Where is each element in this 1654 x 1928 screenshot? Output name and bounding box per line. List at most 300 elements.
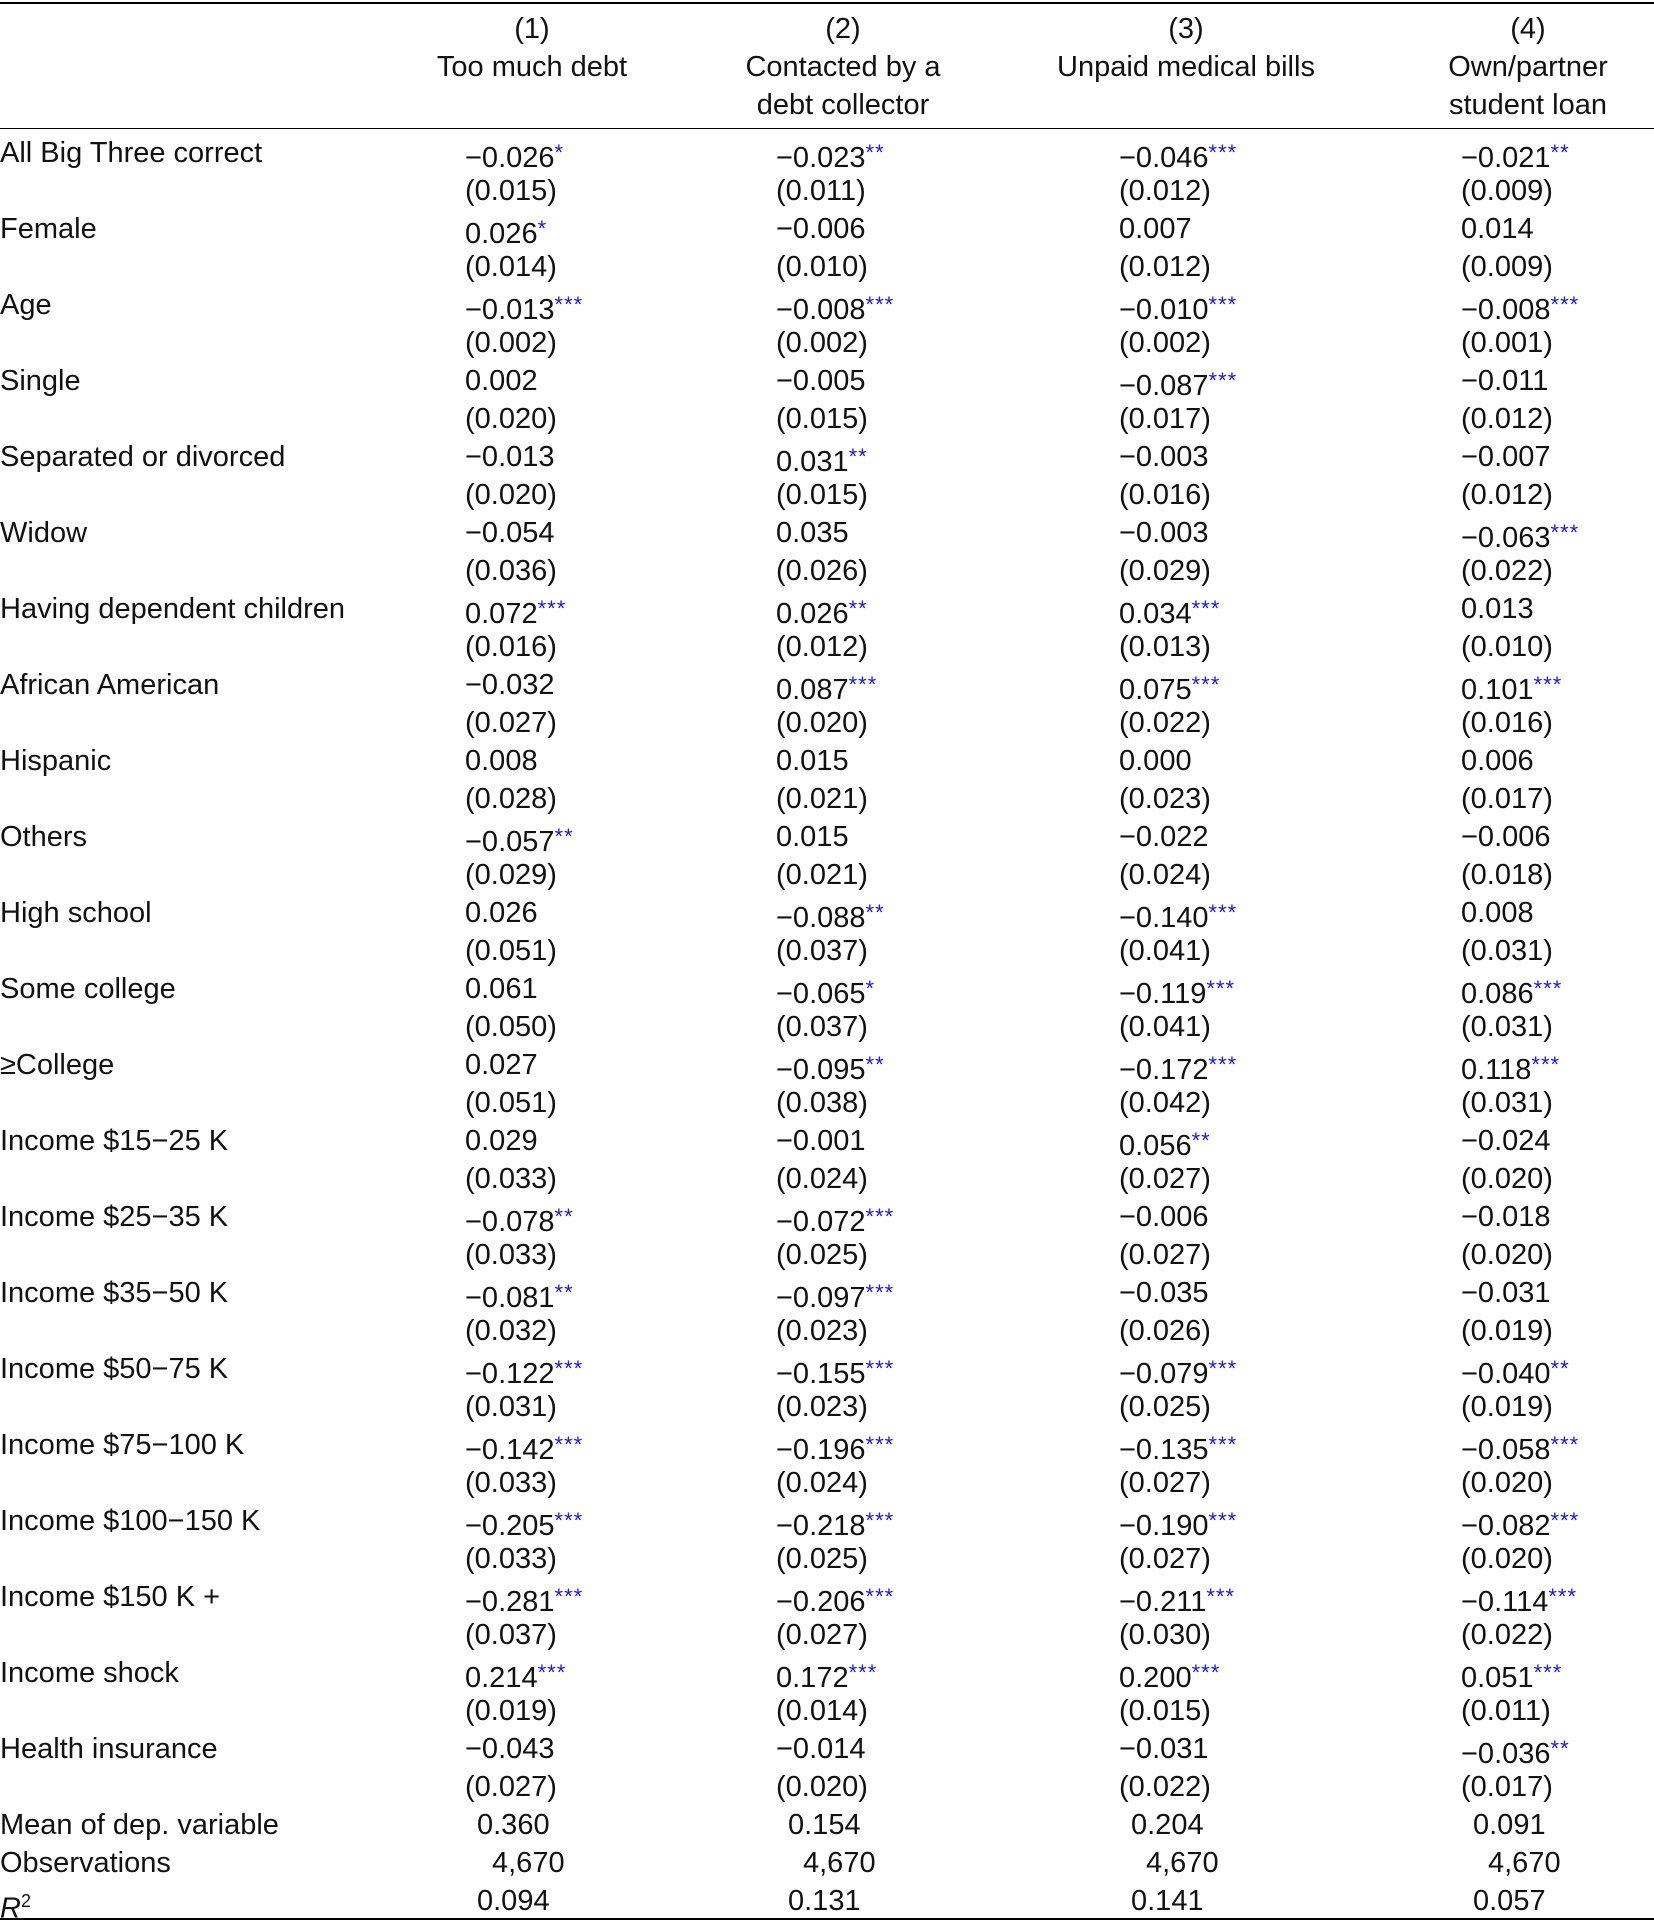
standard-error: (0.042) [1119,1087,1211,1119]
significance-stars: ** [554,1204,574,1229]
coefficient [465,438,555,476]
coefficient [776,1046,885,1089]
significance-stars: *** [1191,596,1221,621]
coefficient-value: 0.035 [776,517,849,549]
standard-error: (0.033) [465,1543,557,1575]
coefficient [776,210,866,248]
coefficient-value: −0.082 [1461,1510,1551,1542]
coefficient [465,1198,574,1241]
standard-error: (0.033) [465,1163,557,1195]
coefficient-value: −0.008 [776,294,866,326]
footer-value: 4,670 [1488,1847,1561,1879]
standard-error: (0.020) [1461,1543,1553,1575]
coefficient [465,1122,538,1160]
footer-label-text: R [0,1892,21,1925]
significance-stars: *** [554,1508,584,1533]
standard-error: (0.017) [1461,783,1553,815]
standard-error: (0.020) [776,707,868,739]
coefficient-value: −0.057 [465,826,555,858]
coefficient-value: 0.056 [1119,1130,1192,1162]
row-label: Income $15−25 K [0,1125,229,1157]
coefficient [1461,818,1551,856]
significance-stars: *** [1208,368,1238,393]
significance-stars: ** [865,900,885,925]
coefficient-value: −0.114 [1461,1586,1549,1618]
coefficient-value: −0.011 [1461,365,1549,397]
coefficient-value: 0.000 [1119,745,1192,777]
coefficient [776,1730,866,1768]
standard-error: (0.002) [1119,327,1211,359]
coefficient-value: −0.024 [1461,1125,1551,1157]
significance-stars: *** [537,1660,567,1685]
coefficient [1119,1426,1237,1469]
standard-error: (0.037) [776,935,868,967]
significance-stars: *** [554,1584,584,1609]
footer-value: 0.094 [477,1885,550,1917]
coefficient [776,1654,877,1697]
standard-error: (0.002) [776,327,868,359]
significance-stars: ** [554,824,574,849]
standard-error: (0.019) [1461,1315,1553,1347]
standard-error: (0.025) [776,1239,868,1271]
standard-error: (0.050) [465,1011,557,1043]
coefficient [1119,1502,1237,1545]
coefficient-value: 0.086 [1461,978,1534,1010]
column-header-3-line-0: (3) [1168,13,1204,45]
coefficient-value: 0.026 [465,897,538,929]
footer-value: 0.154 [788,1809,861,1841]
coefficient-value: −0.155 [776,1358,866,1390]
standard-error: (0.029) [465,859,557,891]
coefficient-value: 0.015 [776,821,849,853]
standard-error: (0.015) [465,175,557,207]
coefficient-value: −0.081 [465,1282,555,1314]
coefficient [776,1274,894,1317]
coefficient-value: −0.079 [1119,1358,1209,1390]
coefficient [1119,134,1237,177]
coefficient-value: −0.003 [1119,441,1209,473]
standard-error: (0.022) [1119,1771,1211,1803]
standard-error: (0.016) [1461,707,1553,739]
coefficient [1461,1578,1577,1621]
column-header-1-line-1: Too much debt [436,51,628,83]
significance-stars: *** [1533,672,1563,697]
standard-error: (0.028) [465,783,557,815]
coefficient [1461,1198,1551,1236]
coefficient [1119,286,1237,329]
standard-error: (0.016) [1119,479,1211,511]
coefficient-value: −0.063 [1461,522,1551,554]
standard-error: (0.015) [776,403,868,435]
significance-stars: ** [848,444,868,469]
standard-error: (0.031) [1461,1087,1553,1119]
coefficient-value: −0.172 [1119,1054,1209,1086]
coefficient [465,970,538,1008]
standard-error: (0.015) [776,479,868,511]
coefficient-value: −0.018 [1461,1201,1551,1233]
coefficient-value: 0.101 [1461,674,1534,706]
coefficient [465,286,583,329]
row-label: Single [0,365,81,397]
standard-error: (0.024) [776,1163,868,1195]
significance-stars: * [865,976,876,1001]
coefficient-value: −0.087 [1119,370,1209,402]
significance-stars: ** [1550,1356,1570,1381]
standard-error: (0.051) [465,1087,557,1119]
standard-error: (0.020) [776,1771,868,1803]
standard-error: (0.033) [465,1239,557,1271]
standard-error: (0.037) [776,1011,868,1043]
coefficient-value: −0.006 [776,213,866,245]
coefficient [1461,742,1534,780]
significance-stars: *** [865,1204,895,1229]
footer-value: 4,670 [1146,1847,1219,1879]
coefficient [1119,1578,1235,1621]
coefficient-value: −0.205 [465,1510,555,1542]
coefficient [465,1046,538,1084]
significance-stars: *** [1550,520,1580,545]
significance-stars: *** [554,1356,584,1381]
standard-error: (0.027) [776,1619,868,1651]
significance-stars: ** [554,1280,574,1305]
coefficient [1119,742,1192,780]
row-label: Income $35−50 K [0,1277,229,1309]
significance-stars: *** [1208,1052,1238,1077]
coefficient [465,1274,574,1317]
standard-error: (0.031) [465,1391,557,1423]
row-label: Income $100−150 K [0,1505,261,1537]
coefficient [465,666,555,704]
coefficient-value: 0.034 [1119,598,1192,630]
coefficient [465,1730,555,1768]
coefficient [1119,1350,1237,1393]
standard-error: (0.012) [1119,251,1211,283]
coefficient-value: −0.006 [1461,821,1551,853]
coefficient-value: 0.031 [776,446,849,478]
coefficient [776,134,885,177]
significance-stars: * [554,140,565,165]
coefficient [1119,1730,1209,1768]
coefficient-value: −0.190 [1119,1510,1209,1542]
row-label: Age [0,289,52,321]
standard-error: (0.013) [1119,631,1211,663]
standard-error: (0.018) [1461,859,1553,891]
standard-error: (0.001) [1461,327,1553,359]
coefficient-value: 0.002 [465,365,538,397]
standard-error: (0.017) [1119,403,1211,435]
coefficient-value: 0.026 [465,218,538,250]
significance-stars: *** [865,1356,895,1381]
standard-error: (0.027) [1119,1543,1211,1575]
significance-stars: ** [1191,1128,1211,1153]
header-rule [0,128,1654,129]
standard-error: (0.011) [776,175,866,207]
significance-stars: *** [1208,1508,1238,1533]
coefficient-value: 0.200 [1119,1662,1192,1694]
column-header-1-line-0: (1) [514,13,550,45]
row-label: Income $25−35 K [0,1201,229,1233]
coefficient-value: −0.023 [776,142,866,174]
coefficient-value: −0.035 [1119,1277,1209,1309]
standard-error: (0.020) [1461,1467,1553,1499]
standard-error: (0.024) [1119,859,1211,891]
coefficient [1119,438,1209,476]
coefficient-value: −0.032 [465,669,555,701]
coefficient-value: 0.051 [1461,1662,1534,1694]
footer-value: 0.204 [1131,1809,1204,1841]
standard-error: (0.020) [1461,1163,1553,1195]
standard-error: (0.027) [1119,1239,1211,1271]
standard-error: (0.041) [1119,1011,1211,1043]
coefficient [1119,1654,1220,1697]
standard-error: (0.030) [1119,1619,1211,1651]
coefficient [1461,894,1534,932]
standard-error: (0.014) [776,1695,868,1727]
column-header-2-line-0: (2) [825,13,861,45]
standard-error: (0.011) [1461,1695,1551,1727]
significance-stars: ** [865,1052,885,1077]
standard-error: (0.032) [465,1315,557,1347]
column-header-2-line-2: debt collector [756,89,930,121]
row-label: Income shock [0,1657,179,1689]
coefficient [465,210,547,253]
significance-stars: *** [1206,976,1236,1001]
coefficient [1119,894,1237,937]
coefficient [465,134,564,177]
coefficient [776,818,849,856]
row-label: Health insurance [0,1733,218,1765]
coefficient [1461,514,1579,557]
coefficient [776,970,875,1013]
coefficient-value: −0.218 [776,1510,866,1542]
standard-error: (0.025) [776,1543,868,1575]
significance-stars: *** [1548,1584,1578,1609]
coefficient-value: 0.072 [465,598,538,630]
significance-stars: *** [1550,1508,1580,1533]
standard-error: (0.033) [465,1467,557,1499]
row-label: Others [0,821,88,853]
coefficient [1461,1122,1551,1160]
coefficient-value: −0.206 [776,1586,866,1618]
coefficient-value: 0.172 [776,1662,849,1694]
significance-stars: ** [1550,140,1570,165]
standard-error: (0.014) [465,251,557,283]
row-label: Hispanic [0,745,112,777]
coefficient-value: 0.029 [465,1125,538,1157]
significance-stars: *** [1208,1432,1238,1457]
coefficient [1461,134,1570,177]
standard-error: (0.029) [1119,555,1211,587]
footer-value: 4,670 [803,1847,876,1879]
coefficient-value: −0.006 [1119,1201,1209,1233]
coefficient-value: 0.008 [1461,897,1534,929]
coefficient-value: 0.061 [465,973,538,1005]
standard-error: (0.012) [1461,403,1553,435]
column-header-4-line-2: student loan [1448,89,1607,121]
coefficient-value: −0.211 [1119,1586,1207,1618]
standard-error: (0.017) [1461,1771,1553,1803]
standard-error: (0.023) [776,1391,868,1423]
footer-value: 0.131 [788,1885,861,1917]
row-label: Some college [0,973,176,1005]
coefficient [1461,1426,1579,1469]
coefficient [1119,818,1209,856]
significance-stars: *** [1531,1052,1561,1077]
significance-stars: *** [537,596,567,621]
coefficient-value: 0.015 [776,745,849,777]
coefficient-value: 0.075 [1119,674,1192,706]
coefficient [1461,210,1534,248]
standard-error: (0.027) [1119,1163,1211,1195]
coefficient-value: −0.005 [776,365,866,397]
standard-error: (0.010) [1461,631,1553,663]
standard-error: (0.019) [1461,1391,1553,1423]
coefficient-value: −0.088 [776,902,866,934]
standard-error: (0.009) [1461,251,1553,283]
coefficient [1461,1046,1560,1089]
coefficient [776,362,866,400]
coefficient-value: −0.031 [1119,1733,1209,1765]
coefficient-value: −0.135 [1119,1434,1209,1466]
coefficient [465,1350,583,1393]
coefficient-value: 0.087 [776,674,849,706]
coefficient-value: −0.058 [1461,1434,1551,1466]
coefficient [776,438,868,481]
coefficient [776,1122,866,1160]
coefficient [465,590,566,633]
coefficient-value: −0.013 [465,441,555,473]
footer-value: 0.360 [477,1809,550,1841]
coefficient-value: −0.036 [1461,1738,1551,1770]
footer-label [0,1882,31,1928]
coefficient [776,590,868,633]
standard-error: (0.020) [1461,1239,1553,1271]
coefficient [1461,438,1551,476]
standard-error: (0.019) [465,1695,557,1727]
coefficient-value: −0.043 [465,1733,555,1765]
standard-error: (0.026) [776,555,868,587]
column-header-2-line-1: Contacted by a [745,51,941,83]
standard-error: (0.012) [776,631,868,663]
coefficient [1461,970,1562,1013]
coefficient [465,1654,566,1697]
significance-stars: ** [865,140,885,165]
standard-error: (0.015) [1119,1695,1211,1727]
coefficient-value: −0.008 [1461,294,1551,326]
significance-stars: ** [1550,1736,1570,1761]
coefficient [776,742,849,780]
significance-stars: *** [1191,1660,1221,1685]
coefficient-value: 0.118 [1461,1054,1532,1086]
significance-stars: *** [1550,1432,1580,1457]
row-label: ≥College [0,1049,115,1081]
row-label: Separated or divorced [0,441,286,473]
coefficient-value: −0.119 [1119,978,1207,1010]
significance-stars: *** [865,1280,895,1305]
standard-error: (0.021) [776,859,868,891]
standard-error: (0.031) [1461,935,1553,967]
coefficient [1461,1350,1570,1393]
significance-stars: *** [865,1584,895,1609]
coefficient-value: 0.214 [465,1662,538,1694]
coefficient-value: −0.196 [776,1434,866,1466]
significance-stars: *** [1533,1660,1563,1685]
coefficient [776,894,885,937]
coefficient [465,1502,583,1545]
coefficient-value: −0.142 [465,1434,555,1466]
coefficient [465,894,538,932]
footer-value: 0.091 [1473,1809,1546,1841]
coefficient-value: −0.021 [1461,142,1551,174]
coefficient [1461,1730,1570,1773]
row-label: Income $75−100 K [0,1429,245,1461]
coefficient [776,666,877,709]
coefficient-value: −0.010 [1119,294,1209,326]
significance-stars: *** [1208,292,1238,317]
significance-stars: *** [1208,1356,1238,1381]
coefficient [1119,1274,1209,1312]
coefficient [776,1578,894,1621]
coefficient-value: −0.014 [776,1733,866,1765]
coefficient [465,1578,583,1621]
coefficient [1119,1198,1209,1236]
standard-error: (0.023) [776,1315,868,1347]
significance-stars: * [537,216,548,241]
coefficient [776,514,849,552]
coefficient [1461,590,1534,628]
standard-error: (0.021) [776,783,868,815]
standard-error: (0.041) [1119,935,1211,967]
column-header-4-line-1: Own/partner [1448,51,1608,83]
coefficient [465,818,574,861]
standard-error: (0.026) [1119,1315,1211,1347]
coefficient [1461,1274,1551,1312]
standard-error: (0.016) [465,631,557,663]
coefficient [776,1198,894,1241]
standard-error: (0.009) [1461,175,1553,207]
standard-error: (0.012) [1119,175,1211,207]
coefficient-value: −0.065 [776,978,866,1010]
coefficient-value: −0.003 [1119,517,1209,549]
significance-stars: *** [1206,1584,1236,1609]
coefficient-value: 0.027 [465,1049,538,1081]
coefficient [1119,666,1220,709]
coefficient-value: −0.122 [465,1358,555,1390]
significance-stars: *** [848,672,878,697]
standard-error: (0.038) [776,1087,868,1119]
footer-label [0,1806,279,1844]
coefficient-value: 0.008 [465,745,538,777]
coefficient-value: −0.054 [465,517,555,549]
coefficient-value: −0.031 [1461,1277,1551,1309]
coefficient-value: 0.014 [1461,213,1534,245]
row-label: High school [0,897,152,929]
standard-error: (0.037) [465,1619,557,1651]
coefficient-value: 0.026 [776,598,849,630]
standard-error: (0.031) [1461,1011,1553,1043]
coefficient-value: −0.040 [1461,1358,1551,1390]
standard-error: (0.027) [1119,1467,1211,1499]
coefficient [1461,1654,1562,1697]
footer-label-text: Observations [0,1847,171,1879]
coefficient [1119,1122,1211,1165]
column-header-3-line-1: Unpaid medical bills [1057,51,1315,83]
coefficient-value: −0.097 [776,1282,866,1314]
coefficient [1119,362,1237,405]
significance-stars: *** [865,1432,895,1457]
significance-stars: *** [865,292,895,317]
coefficient [1461,666,1562,709]
